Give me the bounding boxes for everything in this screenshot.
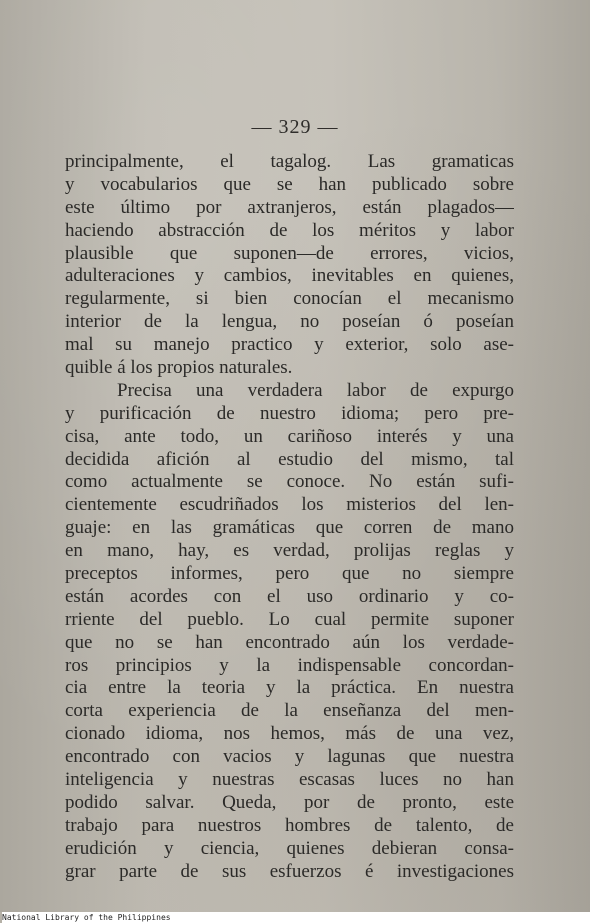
text-line: guaje: en las gramáticas que corren de mano [65, 517, 514, 539]
page-number: — 329 — [251, 116, 339, 138]
text-line: Precisa una verdadera labor de expurgo [117, 379, 514, 401]
text-line: y purificación de nuestro idioma; pero pre- [65, 402, 514, 424]
text-line: erudición y ciencia, quienes debieran consa- [65, 837, 514, 859]
text-line: rriente del pueblo. Lo cual permite suponer [65, 608, 514, 630]
text-line: como actualmente se conoce. No están sufi- [65, 471, 514, 493]
text-line: adulteraciones y cambios, inevitables en quienes, [65, 265, 514, 287]
text-line: inteligencia y nuestras escasas luces no han [65, 769, 514, 791]
text-line: mal su manejo practico y exterior, solo ase- [65, 334, 514, 356]
text-line: están acordes con el uso ordinario y co- [65, 585, 514, 607]
text-line: cia entre la teoria y la práctica. En nuestra [65, 677, 514, 699]
text-line: cisa, ante todo, un cariñoso interés y una [65, 425, 514, 447]
text-line: grar parte de sus esfuerzos é investigaciones [65, 860, 514, 882]
text-line: decidida afición al estudio del mismo, tal [65, 448, 514, 470]
text-line: cionado idioma, nos hemos, más de una vez, [65, 723, 514, 745]
text-line: cientemente escudriñados los misterios del len- [65, 494, 514, 516]
text-line: y vocabularios que se han publicado sobre [65, 173, 514, 195]
text-line: interior de la lengua, no poseían ó poseían [65, 311, 514, 333]
library-attribution: National Library of the Philippines [2, 912, 590, 923]
text-line: quible á los propios naturales. [65, 357, 293, 379]
text-line: que no se han encontrado aún los verdade- [65, 631, 514, 653]
text-line: ros principios y la indispensable concordan- [65, 654, 514, 676]
text-line: podido salvar. Queda, por de pronto, este [65, 791, 514, 813]
text-line: corta experiencia de la enseñanza del men- [65, 700, 514, 722]
body-text [65, 151, 514, 884]
text-line: en mano, hay, es verdad, prolijas reglas y [65, 540, 514, 562]
text-line: haciendo abstracción de los méritos y labor [65, 219, 514, 241]
text-line: principalmente, el tagalog. Las gramaticas [65, 151, 514, 172]
text-line: plausible que suponen—de errores, vicios, [65, 242, 514, 264]
text-line: este último por axtranjeros, están plagados— [65, 196, 514, 218]
text-line: trabajo para nuestros hombres de talento, de [65, 814, 514, 836]
text-line: preceptos informes, pero que no siempre [65, 563, 514, 585]
text-line: regularmente, si bien conocían el mecanismo [65, 288, 514, 310]
text-line: encontrado con vacios y lagunas que nuestra [65, 746, 514, 768]
